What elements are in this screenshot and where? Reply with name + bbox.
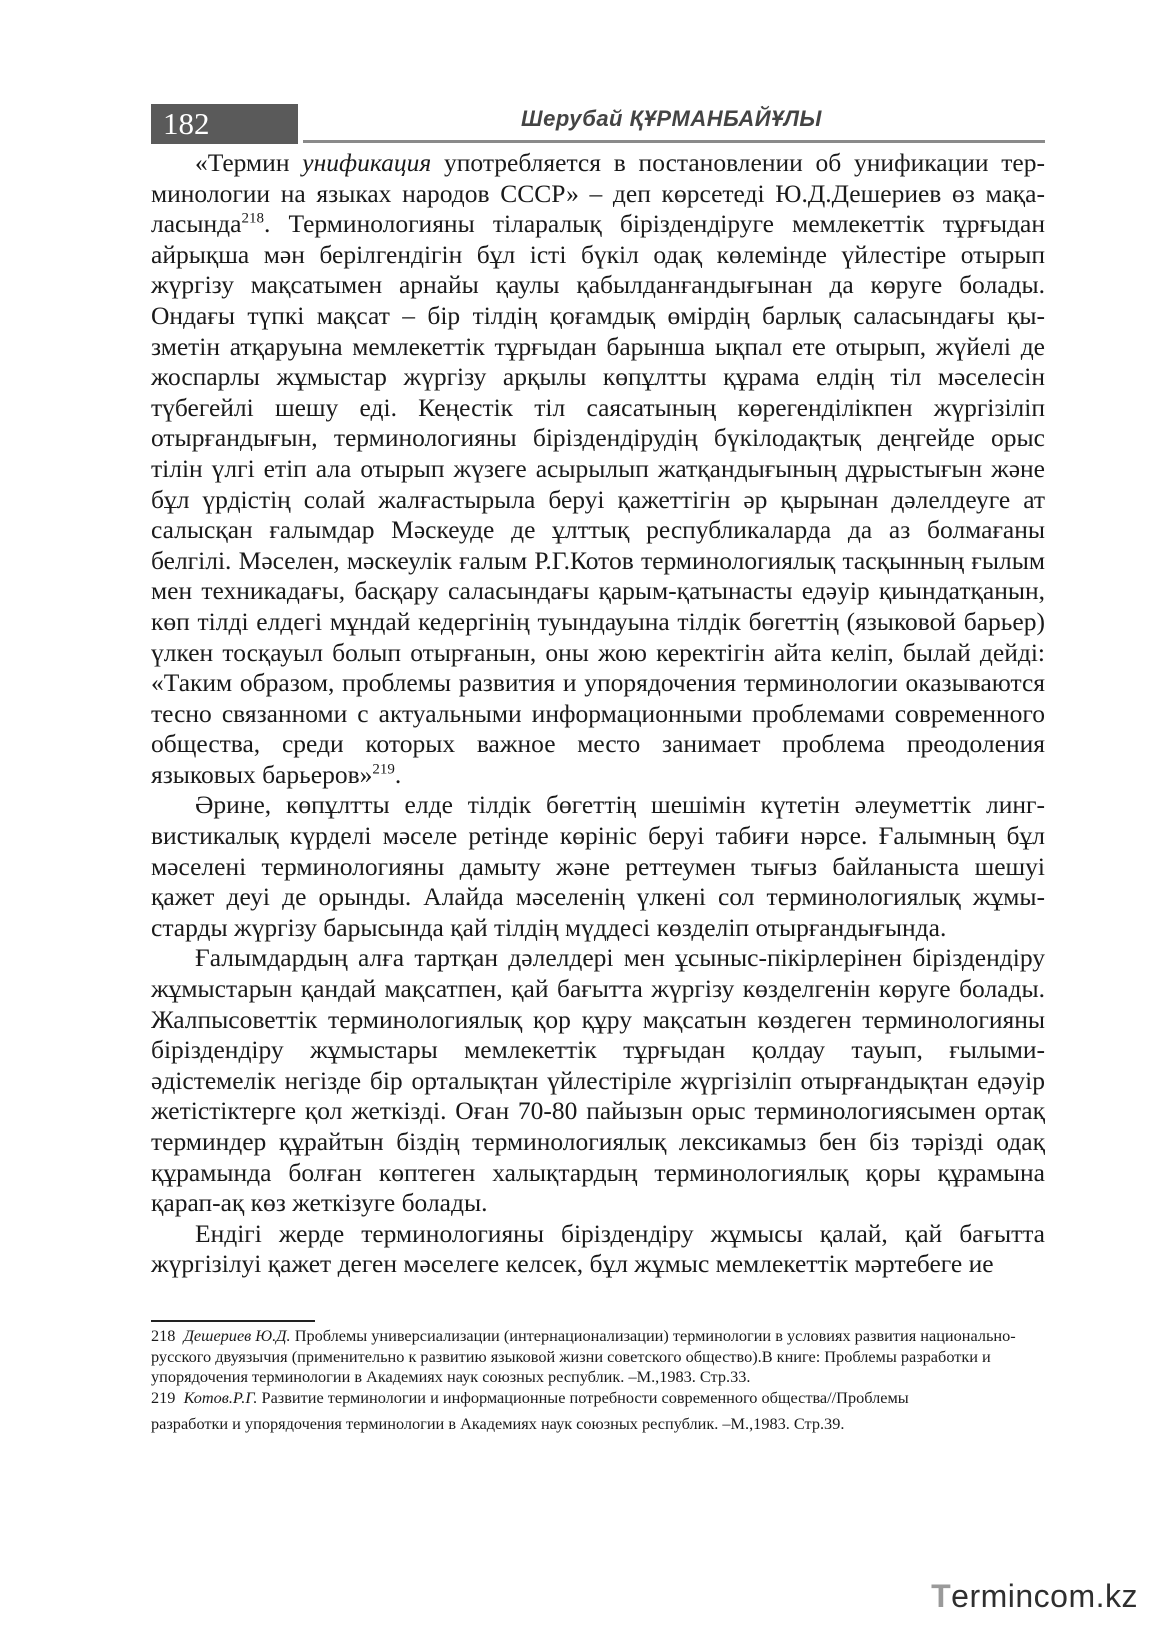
- watermark-logo: [931, 1578, 1138, 1615]
- footnote-number: 218: [151, 1326, 176, 1345]
- main-text: [151, 148, 1045, 1280]
- paragraph-2: Әрине, көпұлтты елде тілдік бөгеттің шешімін күтетін әлеуметтік лингвистикалық күрделі мәселе ретінде көрініс беруі табиғи нәрсе. Ғалымның бұл мәселені терминологияны дамыту және реттеумен тығыз байланыста шешуі қажет деуі де орынды. Алайда мәселенің үлкені сол терминологиялық жұмыстарды жүргізу барысында қай тілдің мүддесі көзделіп отырғандығында.: [151, 790, 1045, 942]
- p1-text-start: «Термин: [195, 148, 303, 177]
- footnote-rule: [151, 1320, 315, 1322]
- footnotes: [151, 1326, 1045, 1435]
- footnote-author: Котов.Р.Г.: [183, 1387, 258, 1407]
- watermark-mark: T: [931, 1578, 952, 1614]
- p1-text-rest: . Терминологияны тіларалық біріздендіруге мемлекеттік тұрғыдан айрықша мән берілгендігін бұл істі бүкіл одақ көлемінде үйлестіре отырып жүргізу мақсатымен арнайы қаулы қабылданғандығынан да көруге болады. Ондағы түпкі мақсат – бір тілдің қоғамдық өмірдің барлық саласындағы қызметін атқаруына мемлекеттік тұрғыдан барынша ықпал ете отырып, жүйелі де жоспарлы жұмыстар жүргізу арқылы көпұлтты құрама елдің тіл мәселесін түбегейлі шешу еді. Кеңестік тіл саясатының көрегенділікпен жүргізіліп отырғандығын, терминологияны біріздендірудің бүкілодақтық деңгейде орыс тілін үлгі етіп ала отырып жүзеге асырылып жатқандығының дұрыстығын және бұл үрдістің солай жалғастырыла беруі қажеттігін әр қырынан дәлелдеуге ат салысқан ғалымдар Мәскеуде де ұлттық республикаларда да аз болмағаны белгілі. Мәселен, мәскеулік ғалым Р.Г.Котов терминологиялық тасқынның ғылым мен техникадағы, басқару саласындағы қарым-қатынасты едәуір қиындатқанын, көп тілді елдегі мұндай кедергінің туындауына тілдік бөгеттің (языковой барьер) үлкен тосқауыл болып отырғанын, оны жою керектігін айта келіп, былай дейді: «Таким образом, проблемы развития и упорядочения терминологии оказываются тесно связанноми с актуальными информационными проблемами современного общества, среди которых важное место занимает проблема преодоления языковых барьеров»: [151, 209, 1045, 789]
- p1-text-end: .: [394, 759, 402, 789]
- footnote-ref-218[interactable]: 218: [241, 210, 264, 227]
- page-header: [151, 104, 1045, 144]
- footnote-218: [151, 1326, 1045, 1388]
- running-head-author: Шерубай ҚҰРМАНБАЙҰЛЫ: [521, 106, 822, 131]
- footnote-number: 219: [151, 1387, 176, 1407]
- page-number: 182: [151, 104, 298, 144]
- footnote-author: Дешериев Ю.Д.: [183, 1326, 291, 1345]
- p1-text-mid: употребляется в постановлении об унификации терминологии на языках народов СССР» – деп көрсетеді Ю.Д.Дешериев өз мақаласында: [151, 148, 1045, 239]
- footnote-219-continued: разработки и упорядочения терминологии в Академиях наук союзных республик. –М.,1983. Стр.39.: [151, 1414, 845, 1433]
- paragraph-3: Ғалымдардың алға тартқан дәлелдері мен ұсыныс-пікірлерінен біріздендіру жұмыстарын қандай мақсатпен, қай бағытта жүргізу көзделгенін көруге болады. Жалпысоветтік терминологиялық қор құру мақсатын көздеген терминологияны біріздендіру жұмыстары мемлекеттік тұрғыдан қолдау тауып, ғылыми-әдістемелік негізде бір орталықтан үйлестіріле жүргізіліп отырғандықтан едәуір жетістіктерге қол жеткізді. Оған 70-80 пайызын орыс терминологиясымен ортақ терминдер құрайтын біздің терминологиялық лексикамыз бен біз тәрізді одақ құрамында болған көптеген халықтардың терминологиялық қоры құрамына қарап-ақ көз жеткізуге болады.: [151, 943, 1045, 1218]
- footnote-ref-219[interactable]: 219: [372, 761, 395, 778]
- footnote-text: Проблемы универсиализации (интернационализации) терминологии в условиях развития национально-русского двуязычия (применительно к развитию языковой жизни советского общество).В книге: Проблемы разработки и упорядочения терминологии в Академиях наук союзных республик. –М.,1983. Стр.33.: [151, 1326, 1016, 1386]
- footnote-219: [151, 1388, 1045, 1409]
- paragraph-1: [151, 148, 1045, 790]
- footnote-text: Развитие терминологии и информационные потребности современного общества//Проблемы: [257, 1387, 909, 1407]
- p1-emphasis: унификация: [302, 148, 432, 177]
- paragraph-4: Ендігі жерде терминологияны біріздендіру жұмысы қалай, қай бағытта жүргізілуі қажет деген мәселеге келсек, бұл жұмыс мемлекеттік мәртебеге ие: [151, 1218, 1045, 1279]
- watermark-text: ermincom.kz: [951, 1578, 1138, 1614]
- header-rule: [303, 140, 1045, 143]
